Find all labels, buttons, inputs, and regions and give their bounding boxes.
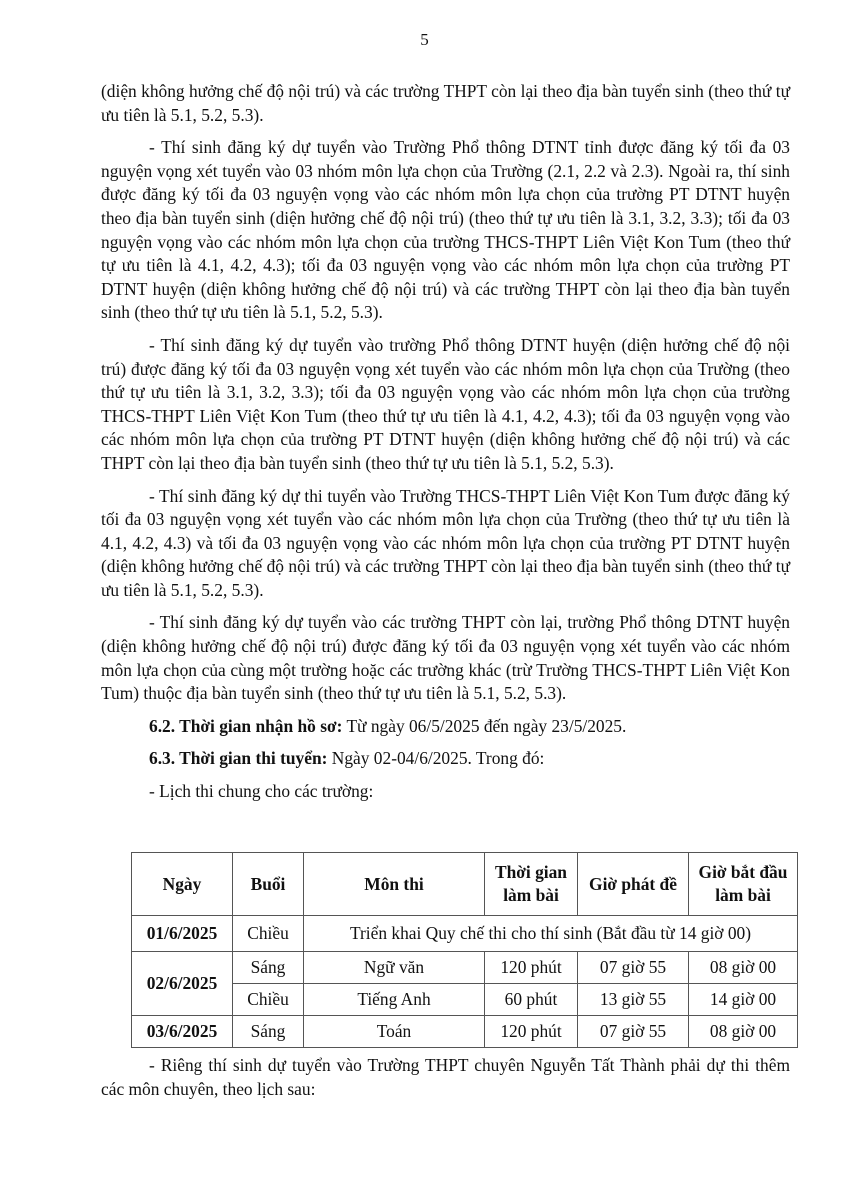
header-start-line-1: Giờ bắt đầu: [698, 862, 788, 882]
cell-duration: 120 phút: [485, 952, 578, 984]
header-start-time: [689, 853, 798, 916]
table-row: [132, 952, 798, 984]
section-6-2-text: Từ ngày 06/5/2025 đến ngày 23/5/2025.: [342, 715, 627, 736]
table-header-row: [132, 853, 798, 916]
cell-start-time: 08 giờ 00: [689, 952, 798, 984]
schedule-intro: - Lịch thi chung cho các trường:: [149, 781, 374, 802]
header-session: Buổi: [233, 853, 304, 916]
cell-session: Chiều: [233, 984, 304, 1016]
cell-handout-time: 07 giờ 55: [578, 1016, 689, 1048]
cell-start-time: 08 giờ 00: [689, 1016, 798, 1048]
cell-note: Triển khai Quy chế thi cho thí sinh (Bắt đầu từ 14 giờ 00): [304, 916, 798, 952]
cell-duration: 60 phút: [485, 984, 578, 1016]
header-duration-line-2: làm bài: [503, 885, 559, 905]
cell-session: Sáng: [233, 952, 304, 984]
header-duration-line-1: Thời gian: [495, 862, 567, 882]
paragraph-dtnt-tinh: - Thí sinh đăng ký dự tuyển vào Trường Phổ thông DTNT tỉnh được đăng ký tối đa 03 nguyện vọng xét tuyển vào 03 nhóm môn lựa chọn của Trường (2.1, 2.2 và 2.3). Ngoài ra, thí sinh được đăng ký tối đa 03 nguyện vọng vào các nhóm môn lựa chọn của trường PT DTNT huyện theo địa bàn tuyển sinh (diện hưởng chế độ nội trú) (theo thứ tự ưu tiên là 3.1, 3.2, 3.3); tối đa 03 nguyện vọng vào các nhóm môn lựa chọn của trường THCS-THPT Liên Việt Kon Tum (theo thứ tự ưu tiên là 4.1, 4.2, 4.3); tối đa 03 nguyện vọng vào các nhóm môn lựa chọn của trường PT DTNT huyện (diện không hưởng chế độ nội trú) và các trường THPT còn lại theo địa bàn tuyển sinh (theo thứ tự ưu tiên là 5.1, 5.2, 5.3).: [101, 137, 790, 323]
after-table-text: [101, 1053, 790, 1101]
page-number: 5: [420, 30, 429, 49]
paragraph-continuation: (diện không hưởng chế độ nội trú) và các trường THPT còn lại theo địa bàn tuyển sinh (theo thứ tự ưu tiên là 5.1, 5.2, 5.3).: [101, 81, 790, 125]
table-row: [132, 916, 798, 952]
cell-start-time: 14 giờ 00: [689, 984, 798, 1016]
section-6-2-heading: 6.2. Thời gian nhận hồ sơ:: [149, 715, 343, 736]
cell-date: 03/6/2025: [132, 1016, 233, 1048]
cell-session: Chiều: [233, 916, 304, 952]
header-date: Ngày: [132, 853, 233, 916]
exam-schedule-table-wrapper: [131, 852, 798, 1048]
cell-date: 01/6/2025: [132, 916, 233, 952]
document-body: [101, 80, 790, 804]
table-row: [132, 1016, 798, 1048]
cell-date: 02/6/2025: [132, 952, 233, 1016]
exam-schedule-table: [131, 852, 798, 1048]
section-6-2: [101, 715, 790, 739]
section-6-3-heading: 6.3. Thời gian thi tuyển:: [149, 748, 328, 769]
paragraph-dtnt-huyen: - Thí sinh đăng ký dự tuyển vào trường Phổ thông DTNT huyện (diện hưởng chế độ nội trú) được đăng ký tối đa 03 nguyện vọng xét tuyển vào các nhóm môn lựa chọn của Trường (theo thứ tự ưu tiên là 3.1, 3.2, 3.3); tối đa 03 nguyện vọng vào các nhóm môn lựa chọn của trường THCS-THPT Liên Việt Kon Tum (theo thứ tự ưu tiên là 4.1, 4.2, 4.3); tối đa 03 nguyện vọng vào các nhóm môn lựa chọn của trường PT DTNT huyện (diện không hưởng chế độ nội trú) và các THPT còn lại theo địa bàn tuyển sinh (theo thứ tự ưu tiên là 5.1, 5.2, 5.3).: [101, 334, 790, 473]
cell-subject: Tiếng Anh: [304, 984, 485, 1016]
section-6-3: [101, 747, 790, 771]
cell-handout-time: 07 giờ 55: [578, 952, 689, 984]
header-subject: Môn thi: [304, 853, 485, 916]
cell-subject: Toán: [304, 1016, 485, 1048]
paragraph-lien-viet: - Thí sinh đăng ký dự thi tuyển vào Trường THCS-THPT Liên Việt Kon Tum được đăng ký tối đa 03 nguyện vọng xét tuyển vào các nhóm môn lựa chọn của Trường (theo thứ tự ưu tiên là 4.1, 4.2, 4.3) và tối đa 03 nguyện vọng vào các nhóm môn lựa chọn của trường PT DTNT huyện (diện không hưởng chế độ nội trú) và các trường THPT còn lại theo địa bàn tuyển sinh (theo thứ tự ưu tiên là 5.1, 5.2, 5.3).: [101, 485, 790, 600]
cell-subject: Ngữ văn: [304, 952, 485, 984]
header-start-line-2: làm bài: [715, 885, 771, 905]
cell-session: Sáng: [233, 1016, 304, 1048]
cell-handout-time: 13 giờ 55: [578, 984, 689, 1016]
header-handout-time: Giờ phát đề: [578, 853, 689, 916]
paragraph-thpt-con-lai: - Thí sinh đăng ký dự tuyển vào các trường THPT còn lại, trường Phổ thông DTNT huyện (diện không hưởng chế độ nội trú) được đăng ký tối đa 03 nguyện vọng xét tuyển vào các nhóm môn lựa chọn của cùng một trường hoặc các trường khác (trừ Trường THCS-THPT Liên Việt Kon Tum) thuộc địa bàn tuyển sinh (theo thứ tự ưu tiên là 5.1, 5.2, 5.3).: [101, 612, 790, 704]
paragraph-chuyen-schedule: - Riêng thí sinh dự tuyển vào Trường THPT chuyên Nguyễn Tất Thành phải dự thi thêm các môn chuyên, theo lịch sau:: [101, 1055, 790, 1099]
section-6-3-text: Ngày 02-04/6/2025. Trong đó:: [327, 748, 545, 769]
header-duration: [485, 853, 578, 916]
cell-duration: 120 phút: [485, 1016, 578, 1048]
